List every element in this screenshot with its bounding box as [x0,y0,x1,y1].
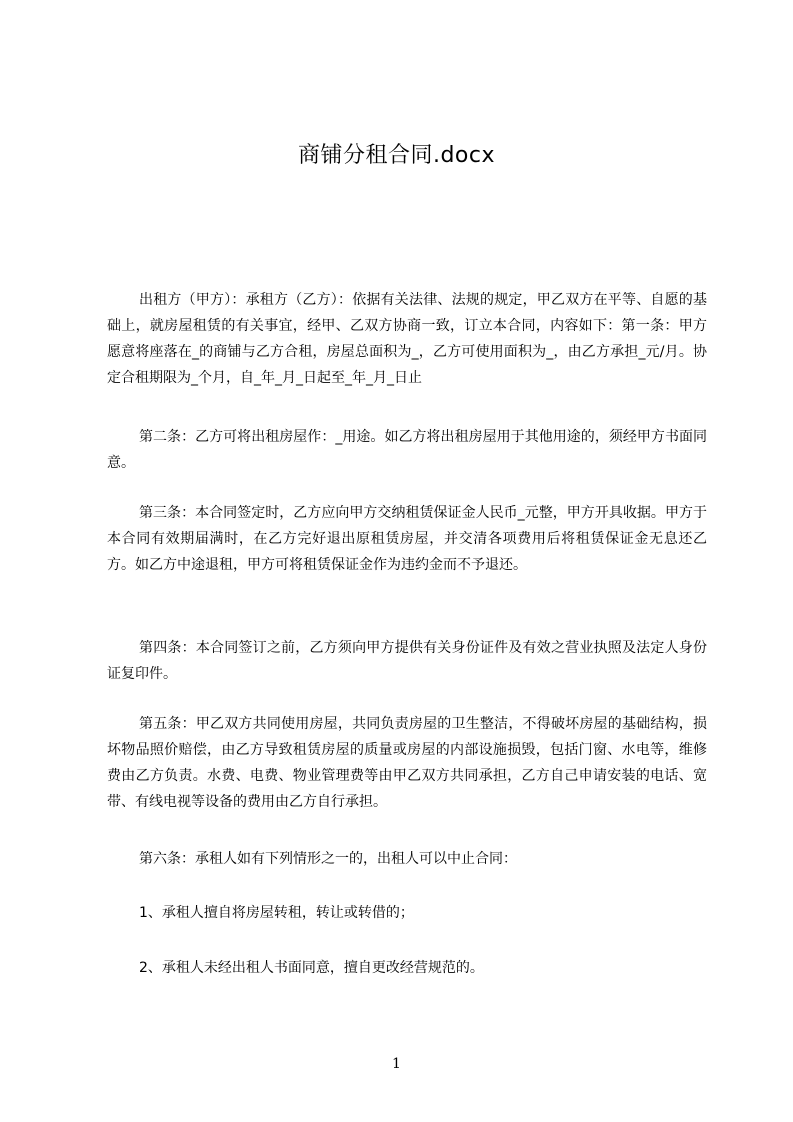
paragraph-article-6: 第六条：承租人如有下列情形之一的，出租人可以中止合同： [139,851,517,867]
paragraph-article-4: 第四条：本合同签订之前，乙方须向甲方提供有关身份证件及有效之营业执照及法定人身份证复印件。 [107,640,707,682]
paragraph-article-2: 第二条：乙方可将出租房屋作：_用途。如乙方将出租房屋用于其他用途的，须经甲方书面同意。 [107,429,707,471]
document-title: 商铺分租合同.docx [297,143,496,168]
list-item-business-change: 2、承租人未经出租人书面同意，擅自更改经营规范的。 [139,960,484,976]
paragraph-article-3: 第三条：本合同签定时，乙方应向甲方交纳租赁保证金人民币_元整，甲方开具收据。甲方于本合同有效期届满时，在乙方完好退出原租赁房屋，并交清各项费用后将租赁保证金无息还乙方。如乙方中途退租，甲方可将租赁保证金作为违约金而不予退还。 [107,505,707,573]
paragraph-preamble-article-1: 出租方（甲方）：承租方（乙方）：依据有关法律、法规的规定，甲乙双方在平等、自愿的基础上，就房屋租赁的有关事宜，经甲、乙双方协商一致，订立本合同，内容如下：第一条：甲方愿意将座落在_的商铺与乙方合租，房屋总面积为_，乙方可使用面积为_，由乙方承担_元/月。协定合租期限为_个月，自_年_月_日起至_年_月_日止 [107,292,707,386]
list-item-sublease: 1、承租人擅自将房屋转租，转让或转借的； [139,905,414,921]
page-number: 1 [392,1056,401,1072]
paragraph-article-5: 第五条：甲乙双方共同使用房屋，共同负责房屋的卫生整洁，不得破坏房屋的基础结构，损坏物品照价赔偿，由乙方导致租赁房屋的质量或房屋的内部设施损毁，包括门窗、水电等，维修费由乙方负责。水费、电费、物业管理费等由甲乙双方共同承担，乙方自己申请安装的电话、宽带、有线电视等设备的费用由乙方自行承担。 [107,716,707,810]
